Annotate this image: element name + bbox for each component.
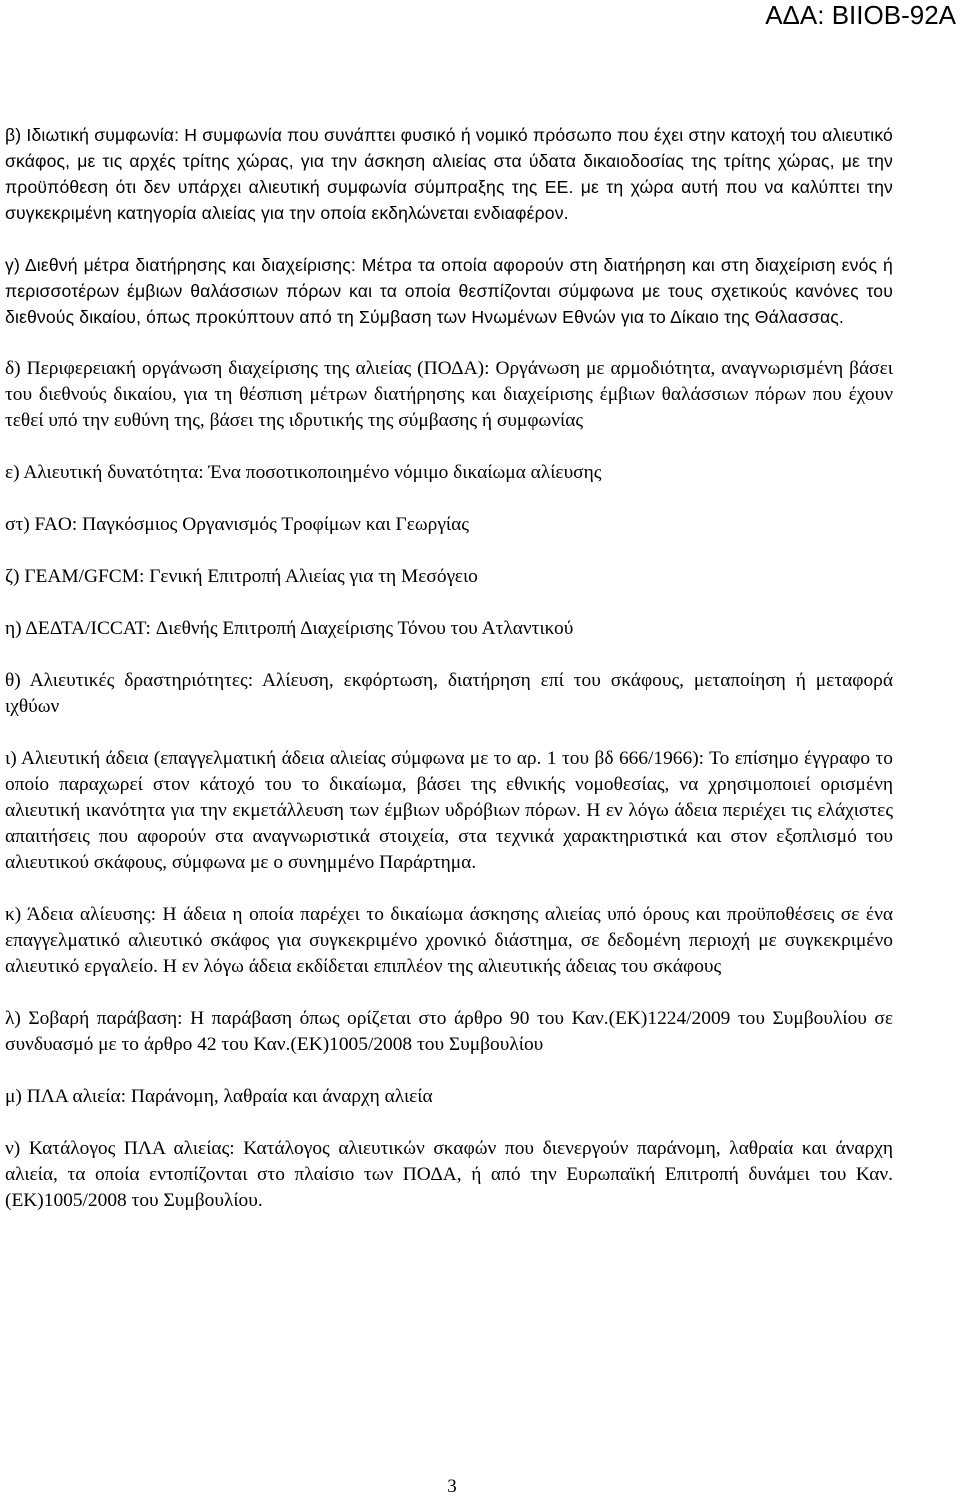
ada-code-header: ΑΔΑ: ΒΙΙΟΒ-92Α <box>765 0 956 30</box>
definition-g: γ) Διεθνή μέτρα διατήρησης και διαχείρισης: Μέτρα τα οποία αφορούν στη διατήρηση και στη διαχείριση ενός ή περισσοτέρων έμβιων θαλάσσιων πόρων και τα οποία θεσπίζονται σύμφωνα με τους σχετικούς κανόνες του διεθνούς δικαίου, όπως προκύπτουν από τη Σύμβαση των Ηνωμένων Εθνών για το Δίκαιο της Θάλασσας. <box>5 255 893 327</box>
definition-l: λ) Σοβαρή παράβαση: Η παράβαση όπως ορίζεται στο άρθρο 90 του Καν.(ΕΚ)1224/2009 του Συμβουλίου σε συνδυασμό με το άρθρο 42 του Καν.(ΕΚ)1005/2008 του Συμβουλίου <box>5 1008 893 1055</box>
definition-k: κ) Άδεια αλίευσης: Η άδεια η οποία παρέχει το δικαίωμα άσκησης αλιείας υπό όρους και προϋποθέσεις σε ένα επαγγελματικό αλιευτικό σκάφος για συγκεκριμένο χρονικό διάστημα, σε δεδομένη περιοχή με συγκεκριμένο αλιευτικό εργαλείο. Η εν λόγω άδεια εκδίδεται επιπλέον της αλιευτικής άδειας του σκάφους <box>5 904 893 977</box>
definition-th: θ) Αλιευτικές δραστηριότητες: Αλίευση, εκφόρτωση, διατήρηση επί του σκάφους, μεταποίηση ή μεταφορά ιχθύων <box>5 670 893 717</box>
definition-e: ε) Αλιευτική δυνατότητα: Ένα ποσοτικοποιημένο νόμιμο δικαίωμα αλίευσης <box>5 462 602 483</box>
definition-z: ζ) ΓΕΑΜ/GFCM: Γενική Επιτροπή Αλιείας για τη Μεσόγειο <box>5 566 478 587</box>
definition-i: η) ΔΕΔΤΑ/ICCAT: Διεθνής Επιτροπή Διαχείρισης Τόνου του Ατλαντικού <box>5 618 574 639</box>
definition-iota: ι) Αλιευτική άδεια (επαγγελματική άδεια αλιείας σύμφωνα με το αρ. 1 του βδ 666/1966): Το επίσημο έγγραφο το οποίο παραχωρεί στον κάτοχό του το δικαίωμα, βάσει της εθνικής νομοθεσίας, να χρησιμοποιεί ορισμένη αλιευτική ικανότητα για την εκμετάλλευση των έμβιων υδρόβιων πόρων. Η εν λόγω άδεια περιέχει τις ελάχιστες απαιτήσεις που αφορούν στα αναγνωριστικά στοιχεία, στα τεχνικά χαρακτηριστικά και στον εξοπλισμό του αλιευτικού σκάφους, σύμφωνα με ο συνημμένο Παράρτημα. <box>5 748 893 873</box>
document-body <box>5 122 893 1214</box>
definition-n: ν) Κατάλογος ΠΛΑ αλιείας: Κατάλογος αλιευτικών σκαφών που διενεργούν παράνομη, λαθραία και άναρχη αλιεία, τα οποία εντοπίζονται στο πλαίσιο των ΠΟΔΑ, ή από την Ευρωπαϊκή Επιτροπή δυνάμει του Καν.(ΕΚ)1005/2008 του Συμβουλίου. <box>5 1138 893 1211</box>
definition-st: στ) FAO: Παγκόσμιος Οργανισμός Τροφίμων και Γεωργίας <box>5 514 469 535</box>
definition-d: δ) Περιφερειακή οργάνωση διαχείρισης της αλιείας (ΠΟΔΑ): Οργάνωση με αρμοδιότητα, αναγνωρισμένη βάσει του διεθνούς δικαίου, για τη θέσπιση μέτρων διατήρησης και διαχείρισης έμβιων θαλάσσιων πόρων που έχουν τεθεί υπό την ευθύνη της, βάσει της ιδρυτικής της σύμβασης ή συμφωνίας <box>5 358 893 431</box>
page-number: 3 <box>447 1476 457 1497</box>
definition-b: β) Ιδιωτική συμφωνία: Η συμφωνία που συνάπτει φυσικό ή νομικό πρόσωπο που έχει στην κατοχή του αλιευτικό σκάφος, με τις αρχές τρίτης χώρας, για την άσκηση αλιείας στα ύδατα δικαιοδοσίας της τρίτης χώρας, με την προϋπόθεση ότι δεν υπάρχει αλιευτική συμφωνία σύμπραξης της ΕΕ. με τη χώρα αυτή που να καλύπτει την συγκεκριμένη κατηγορία αλιείας για την οποία εκδηλώνεται ενδιαφέρον. <box>5 125 893 223</box>
definition-m: μ) ΠΛΑ αλιεία: Παράνομη, λαθραία και άναρχη αλιεία <box>5 1086 433 1107</box>
